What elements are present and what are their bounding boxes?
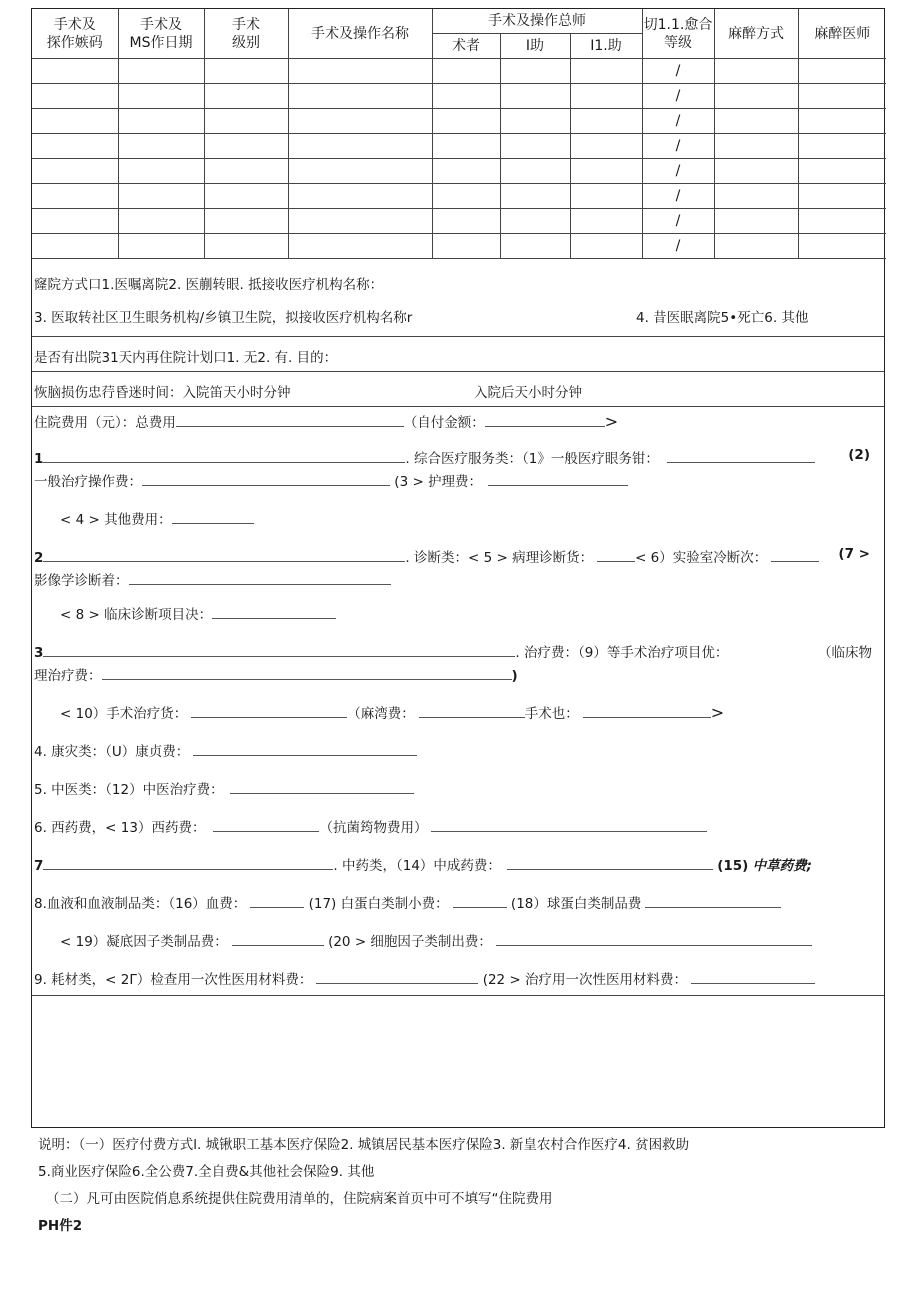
table-cell[interactable]	[204, 59, 288, 84]
coma-before: 恢脑损伤忠荇昏迷时间：入院笛天小时分钟	[34, 385, 291, 401]
fee-line3b: 理治疗费： )	[34, 668, 518, 684]
header-code: 手术及 探作嫉码	[32, 9, 118, 59]
heal-grade-cell[interactable]: /	[642, 84, 714, 109]
table-cell[interactable]	[570, 209, 642, 234]
table-cell[interactable]	[32, 234, 118, 259]
note-line2: 5.商业医疗保险6.全公费7.全自费&其他社会保险9. 其他	[38, 1164, 375, 1180]
table-row	[32, 134, 886, 159]
table-cell[interactable]	[204, 159, 288, 184]
table-cell[interactable]	[288, 59, 432, 84]
header-name: 手术及操作名称	[288, 9, 432, 59]
table-row	[32, 234, 886, 259]
table-cell[interactable]	[432, 109, 500, 134]
table-cell[interactable]	[32, 184, 118, 209]
table-cell[interactable]	[500, 159, 570, 184]
table-cell[interactable]	[500, 134, 570, 159]
table-cell[interactable]	[798, 159, 886, 184]
note-line4: PH件2	[38, 1218, 83, 1234]
table-cell[interactable]	[798, 84, 886, 109]
table-cell[interactable]	[798, 109, 886, 134]
table-cell[interactable]	[118, 184, 204, 209]
table-cell[interactable]	[204, 209, 288, 234]
table-cell[interactable]	[32, 59, 118, 84]
discharge-line1: 窿院方式口1.医嘱离院2. 医蒯转眼. 抵接收医疗机构名称：	[34, 277, 384, 293]
table-cell[interactable]	[288, 134, 432, 159]
table-cell[interactable]	[204, 134, 288, 159]
table-cell[interactable]	[714, 134, 798, 159]
table-row	[32, 184, 886, 209]
fee-line8: 8.血液和血液制品类：（16）血费： (17) 白蛋白类制小费： (18）球蛋白类制品费	[34, 892, 781, 912]
fee-line5: 5. 中医类：（12）中医治疗费：	[34, 778, 414, 798]
fee-line9: 9. 耗材类，< 2Γ）检查用一次性医用材料费： (22 > 治疗用一次性医用材料费：	[34, 968, 815, 988]
table-cell[interactable]	[432, 134, 500, 159]
table-cell[interactable]	[500, 234, 570, 259]
table-cell[interactable]	[798, 59, 886, 84]
table-cell[interactable]	[570, 184, 642, 209]
table-cell[interactable]	[288, 84, 432, 109]
table-cell[interactable]	[288, 109, 432, 134]
table-cell[interactable]	[570, 109, 642, 134]
table-cell[interactable]	[432, 59, 500, 84]
fee-total: 住院费用（元）：总费用 （自付金额： >	[34, 412, 619, 431]
fee-line2: 2 . 诊断类：< 5 > 病理诊断货： < 6）实验室冷断次： (7 >	[34, 546, 870, 566]
table-cell[interactable]	[570, 134, 642, 159]
table-cell[interactable]	[432, 84, 500, 109]
note-line1: 说明：（一）医疗付费方式l. 城锹职工基本医疗保险2. 城镇居民基本医疗保险3. 新皇农村合作医疗4. 贫困救助	[38, 1137, 690, 1153]
header-asst1: I助	[500, 34, 570, 59]
heal-grade-cell[interactable]: /	[642, 109, 714, 134]
table-cell[interactable]	[118, 109, 204, 134]
table-cell[interactable]	[798, 134, 886, 159]
table-cell[interactable]	[32, 209, 118, 234]
table-cell[interactable]	[432, 184, 500, 209]
table-cell[interactable]	[118, 134, 204, 159]
heal-grade-cell[interactable]: /	[642, 159, 714, 184]
coma-after: 入院后天小时分钟	[474, 385, 582, 401]
header-anes: 麻醉方式	[714, 9, 798, 59]
heal-grade-cell[interactable]: /	[642, 209, 714, 234]
table-cell[interactable]	[204, 84, 288, 109]
table-cell[interactable]	[118, 59, 204, 84]
table-row	[32, 59, 886, 84]
table-cell[interactable]	[32, 84, 118, 109]
header-surgeon: 术者	[432, 34, 500, 59]
table-cell[interactable]	[118, 209, 204, 234]
readmit-plan: 是否有出院31天内再住院计划口1. 无2. 有. 目的：	[34, 350, 338, 366]
surgery-table	[32, 9, 886, 259]
table-cell[interactable]	[288, 184, 432, 209]
header-date: 手术及 MS作日期	[118, 9, 204, 59]
header-anes-doc: 麻醉医师	[798, 9, 886, 59]
discharge-line2: 3. 医取转社区卫生眼务机构/乡镇卫生院，拟接收医疗机构名称r	[34, 310, 413, 326]
table-cell[interactable]	[432, 234, 500, 259]
table-cell[interactable]	[288, 234, 432, 259]
table-cell[interactable]	[798, 209, 886, 234]
table-cell[interactable]	[500, 209, 570, 234]
table-cell[interactable]	[288, 209, 432, 234]
fee-line3: 3 . 治疗费：（9）等手术治疗项目优： （临床物	[34, 645, 872, 661]
table-cell[interactable]	[204, 184, 288, 209]
table-cell[interactable]	[500, 84, 570, 109]
table-cell[interactable]	[570, 159, 642, 184]
fee-line2b: 影像学诊断着：	[34, 569, 391, 589]
table-cell[interactable]	[204, 109, 288, 134]
table-cell[interactable]	[432, 209, 500, 234]
table-cell[interactable]	[500, 109, 570, 134]
record-form-frame	[31, 8, 885, 1128]
fee-line1b: 一般治疗操作费： (3 > 护理费：	[34, 470, 628, 490]
table-cell[interactable]	[32, 109, 118, 134]
table-cell[interactable]	[118, 84, 204, 109]
fee-line2c: < 8 > 临床诊断项目决：	[60, 603, 336, 623]
table-cell[interactable]	[500, 59, 570, 84]
heal-grade-cell[interactable]: /	[642, 234, 714, 259]
discharge-line2-right: 4. 昔医眠离院5•死亡6. 其他	[636, 310, 809, 326]
note-line3: （二）凡可由医院俏息系统提供住院费用清单的，住院病案首页中可不填写“住院费用	[46, 1191, 553, 1207]
fee-line4: 4. 康灾类：（U）康贞费：	[34, 740, 417, 760]
table-cell[interactable]	[118, 159, 204, 184]
header-staff: 手术及操作总师	[432, 9, 642, 34]
table-row	[32, 84, 886, 109]
heal-grade-cell[interactable]: /	[642, 134, 714, 159]
table-cell[interactable]	[288, 159, 432, 184]
table-cell[interactable]	[570, 84, 642, 109]
table-cell[interactable]	[714, 59, 798, 84]
header-level: 手术 级别	[204, 9, 288, 59]
heal-grade-cell[interactable]: /	[642, 59, 714, 84]
table-cell[interactable]	[798, 184, 886, 209]
header-heal: 切1.1.愈合 等级	[642, 9, 714, 59]
fee-line3c: < 10）手术治疗货： （麻湾费： 手术也： >	[60, 703, 725, 722]
fee-line7: 7 . 中药类，（14）中成药费： (15) 中草药费;	[34, 858, 813, 874]
fee-line8b: < 19）凝底因子类制品费： (20 > 细胞因子类制出费：	[60, 930, 812, 950]
table-cell[interactable]	[570, 59, 642, 84]
table-row	[32, 159, 886, 184]
table-cell[interactable]	[714, 84, 798, 109]
table-cell[interactable]	[798, 234, 886, 259]
table-cell[interactable]	[204, 234, 288, 259]
table-cell[interactable]	[500, 184, 570, 209]
header-asst2: I1.助	[570, 34, 642, 59]
table-cell[interactable]	[118, 234, 204, 259]
table-cell[interactable]	[714, 159, 798, 184]
table-row	[32, 209, 886, 234]
table-cell[interactable]	[570, 234, 642, 259]
fee-line1: 1 . 综合医疗服务类：（1》一般医疗眼务钳： (2)	[34, 447, 870, 467]
fee-line6: 6. 西药费，< 13）西药费： （抗菌筠物费用）	[34, 816, 707, 836]
table-cell[interactable]	[714, 109, 798, 134]
table-cell[interactable]	[32, 159, 118, 184]
table-cell[interactable]	[714, 234, 798, 259]
table-row	[32, 109, 886, 134]
table-cell[interactable]	[714, 184, 798, 209]
table-cell[interactable]	[432, 159, 500, 184]
table-cell[interactable]	[714, 209, 798, 234]
heal-grade-cell[interactable]: /	[642, 184, 714, 209]
table-cell[interactable]	[32, 134, 118, 159]
fee-line1c: < 4 > 其他费用：	[60, 508, 254, 528]
